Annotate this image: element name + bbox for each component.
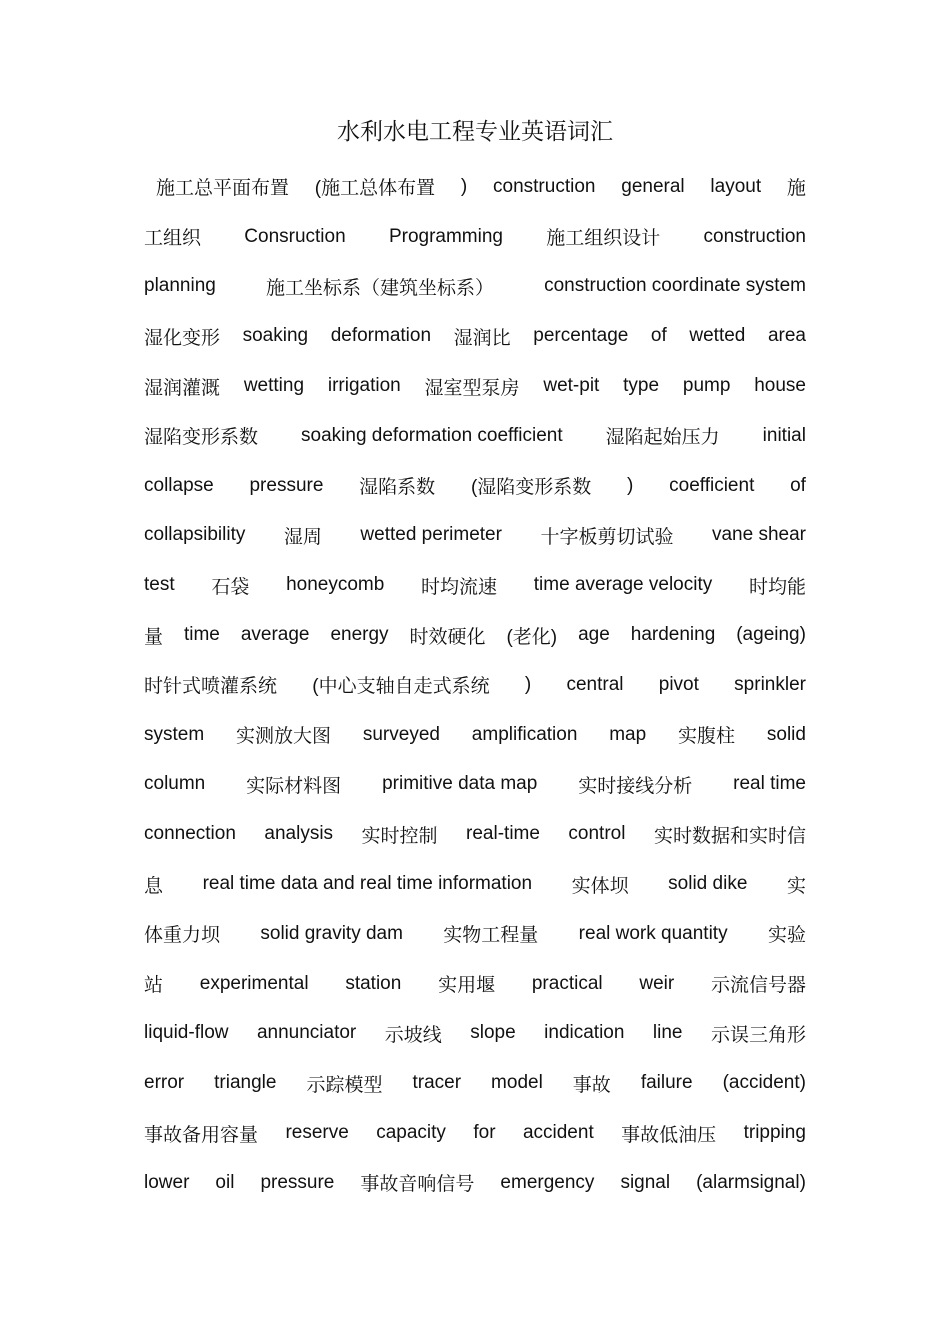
text-segment: 事故音响信号 <box>360 1174 475 1196</box>
text-segment: hardening <box>630 624 716 646</box>
text-segment: sprinkler <box>734 673 806 695</box>
text-segment: (中心支轴自走式系统 <box>312 676 490 698</box>
text-segment: station <box>345 972 402 994</box>
text-segment: model <box>491 1072 543 1094</box>
text-segment: 湿润灌溉 <box>144 377 221 399</box>
text-segment: Consruction <box>244 225 346 247</box>
text-segment: triangle <box>214 1072 277 1094</box>
text-segment: connection <box>144 823 236 845</box>
text-line <box>144 1108 806 1158</box>
text-segment: construction coordinate system <box>544 275 806 297</box>
text-segment: analysis <box>264 823 334 845</box>
text-line <box>144 461 806 511</box>
text-segment: lower <box>144 1171 190 1193</box>
text-segment: deformation <box>330 325 432 347</box>
text-segment: honeycomb <box>286 574 385 596</box>
text-segment: pressure <box>260 1171 335 1193</box>
text-segment: 时均流速 <box>421 576 498 598</box>
text-line <box>144 710 806 760</box>
text-segment: house <box>754 375 806 397</box>
text-segment: slope <box>470 1022 516 1044</box>
text-segment: average <box>240 624 310 646</box>
text-segment: construction <box>703 225 806 247</box>
text-line <box>144 311 806 361</box>
text-segment: failure <box>640 1072 693 1094</box>
text-segment: liquid-flow <box>144 1022 229 1044</box>
text-segment: 量 <box>144 626 164 648</box>
text-line <box>144 909 806 959</box>
text-segment: 湿陷起始压力 <box>605 427 720 449</box>
text-segment: 时针式喷灌系统 <box>144 676 278 698</box>
text-line <box>144 262 806 312</box>
text-segment: error <box>144 1072 185 1094</box>
text-segment: 时效硬化 <box>409 626 486 648</box>
text-segment: reserve <box>285 1122 349 1144</box>
text-segment: Programming <box>388 225 503 247</box>
text-segment: coefficient <box>669 474 755 496</box>
text-segment: 实测放大图 <box>236 726 332 748</box>
text-segment: 湿润比 <box>453 327 511 349</box>
text-segment: ) <box>460 175 468 197</box>
text-segment: soaking deformation coefficient <box>301 424 563 446</box>
text-segment: test <box>144 574 175 596</box>
text-segment: 实时控制 <box>361 825 438 847</box>
text-segment: for <box>473 1122 496 1144</box>
text-segment: general <box>621 175 685 197</box>
text-segment: 息 <box>144 875 164 897</box>
text-segment: of <box>650 325 667 347</box>
text-segment: 实验 <box>767 925 806 947</box>
text-segment: ) <box>524 673 532 695</box>
text-segment: line <box>652 1022 683 1044</box>
text-line <box>144 959 806 1009</box>
text-line <box>144 1158 806 1208</box>
text-segment: 实体坝 <box>571 875 629 897</box>
text-segment: 十字板剪切试验 <box>540 526 674 548</box>
text-segment: wetted perimeter <box>360 524 502 546</box>
text-segment: solid <box>766 723 806 745</box>
text-segment: 工组织 <box>144 228 202 250</box>
text-line <box>144 809 806 859</box>
text-segment: real work quantity <box>578 922 728 944</box>
text-segment: real time data and real time information <box>202 873 533 895</box>
text-segment: map <box>609 723 647 745</box>
text-segment: wetted <box>689 325 746 347</box>
text-segment: tracer <box>412 1072 462 1094</box>
text-segment: 实 <box>786 875 806 897</box>
text-segment: 实腹柱 <box>678 726 736 748</box>
text-segment: planning <box>144 275 216 297</box>
text-segment: 施 <box>786 178 806 200</box>
text-line <box>144 760 806 810</box>
text-line <box>144 560 806 610</box>
text-segment: (ageing) <box>736 624 806 646</box>
text-segment: type <box>623 375 660 397</box>
text-segment: 事故备用容量 <box>144 1124 259 1146</box>
text-segment: vane shear <box>711 524 806 546</box>
text-segment: real time <box>733 773 806 795</box>
text-segment: soaking <box>242 325 309 347</box>
text-segment: accident <box>522 1122 594 1144</box>
text-segment: 湿陷变形系数 <box>144 427 259 449</box>
text-segment: (alarmsignal) <box>696 1171 806 1193</box>
text-segment: 实际材料图 <box>246 775 342 797</box>
text-segment: ) <box>627 474 634 496</box>
text-segment: wet-pit <box>543 375 600 397</box>
text-segment: time <box>183 624 220 646</box>
text-segment: 事故 <box>572 1074 611 1096</box>
text-line <box>144 610 806 660</box>
text-segment: (湿陷变形系数 <box>470 477 592 499</box>
text-segment: 施工总平面布置 <box>156 178 290 200</box>
document-body <box>144 162 806 1208</box>
text-segment: surveyed <box>362 723 440 745</box>
text-segment: 石袋 <box>211 576 250 598</box>
text-segment: of <box>790 474 806 496</box>
text-line <box>144 411 806 461</box>
text-segment: (施工总体布置 <box>314 178 436 200</box>
text-segment: emergency <box>500 1171 595 1193</box>
text-segment: 施工坐标系（建筑坐标系） <box>265 277 494 299</box>
text-segment: collapse <box>144 474 214 496</box>
text-segment: weir <box>639 972 675 994</box>
text-segment: tripping <box>743 1122 806 1144</box>
text-segment: signal <box>620 1171 671 1193</box>
text-segment: 示流信号器 <box>710 975 806 997</box>
text-segment: wetting <box>243 375 305 397</box>
text-segment: 湿周 <box>283 526 322 548</box>
text-segment: initial <box>762 424 806 446</box>
text-segment: energy <box>330 624 389 646</box>
text-segment: indication <box>544 1022 625 1044</box>
text-segment: central <box>566 673 624 695</box>
text-segment: amplification <box>471 723 578 745</box>
text-segment: system <box>144 723 205 745</box>
text-segment: 实时数据和实时信 <box>653 825 806 847</box>
text-segment: layout <box>710 175 762 197</box>
text-segment: 实物工程量 <box>443 925 539 947</box>
text-line <box>144 1058 806 1108</box>
text-segment: practical <box>531 972 603 994</box>
text-segment: solid gravity dam <box>260 922 403 944</box>
text-segment: 施工组织设计 <box>546 228 661 250</box>
text-segment: 示踪模型 <box>306 1074 383 1096</box>
text-segment: pressure <box>249 474 324 496</box>
text-segment: percentage <box>533 325 629 347</box>
text-segment: pump <box>682 375 731 397</box>
text-segment: 实用堰 <box>438 975 496 997</box>
text-segment: age <box>578 624 610 646</box>
text-segment: irrigation <box>327 375 401 397</box>
text-segment: (老化) <box>506 626 558 648</box>
text-line <box>144 660 806 710</box>
text-segment: (accident) <box>722 1072 806 1094</box>
text-line <box>144 162 806 212</box>
text-line <box>144 361 806 411</box>
text-segment: column <box>144 773 206 795</box>
text-segment: 湿化变形 <box>144 327 221 349</box>
text-segment: oil <box>215 1171 235 1193</box>
text-segment: construction <box>493 175 596 197</box>
text-segment: experimental <box>199 972 309 994</box>
text-line <box>144 859 806 909</box>
text-segment: 时均能 <box>748 576 806 598</box>
document-title: 水利水电工程专业英语词汇 <box>337 119 613 145</box>
text-segment: 示误三角形 <box>710 1024 806 1046</box>
text-segment: annunciator <box>256 1022 357 1044</box>
text-segment: capacity <box>376 1122 446 1144</box>
text-line <box>144 212 806 262</box>
text-segment: collapsibility <box>144 524 246 546</box>
text-segment: time average velocity <box>533 574 713 596</box>
text-segment: 事故低油压 <box>621 1124 717 1146</box>
text-segment: real-time <box>466 823 540 845</box>
text-segment: primitive data map <box>382 773 538 795</box>
text-line <box>144 511 806 561</box>
text-line <box>144 1009 806 1059</box>
text-segment: 湿室型泵房 <box>424 377 520 399</box>
text-segment: pivot <box>658 673 699 695</box>
text-segment: area <box>767 325 806 347</box>
text-segment: 体重力坝 <box>144 925 221 947</box>
text-segment: 示坡线 <box>384 1024 442 1046</box>
text-segment: 湿陷系数 <box>359 477 436 499</box>
text-segment: solid dike <box>668 873 748 895</box>
text-segment: 站 <box>144 975 164 997</box>
text-segment: control <box>568 823 626 845</box>
text-segment: 实时接线分析 <box>578 775 693 797</box>
